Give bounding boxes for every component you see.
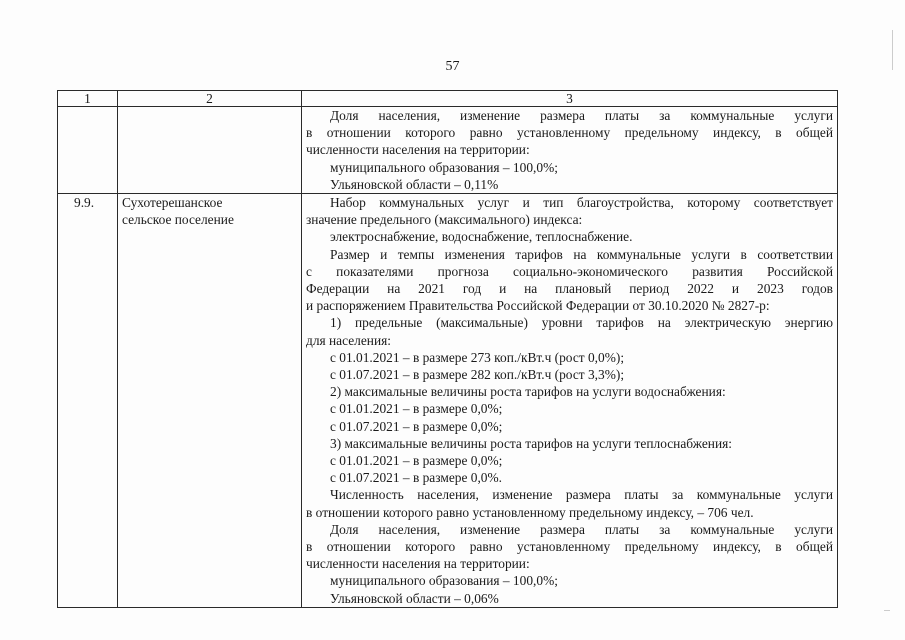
text-line: в отношении которого равно установленному предельному индексу, – 706 чел. <box>306 504 754 520</box>
text-line: Набор коммунальных услуг и тип благоустройства, которому соответствует <box>330 195 833 211</box>
row-number-cell <box>58 107 118 194</box>
text-line: 2) максимальные величины роста тарифов на услуги водоснабжения: <box>330 384 726 400</box>
text-line: и распоряжением Правительства Российской Федерации от 30.10.2020 № 2827-р: <box>306 298 770 314</box>
header-col-1: 1 <box>58 91 118 107</box>
text-line: численности населения на территории: <box>306 556 530 572</box>
text-line: в отношении которого равно установленному предельному индексу, в общей <box>306 125 833 141</box>
text-line: с 01.01.2021 – в размере 273 коп./кВт.ч (рост 0,0%); <box>330 349 625 365</box>
row-name-cell <box>118 194 302 608</box>
text-line: численности населения на территории: <box>306 142 530 158</box>
text-line: Размер и темпы изменения тарифов на коммунальные услуги в соответствии <box>330 246 833 262</box>
text-line: 3) максимальные величины роста тарифов на услуги теплоснабжения: <box>330 435 732 451</box>
text-line: Доля населения, изменение размера платы за коммунальные услуги <box>330 108 833 123</box>
header-col-3: 3 <box>302 91 838 107</box>
table-row-continued <box>58 107 838 194</box>
row-content-cell <box>302 194 838 608</box>
text-line: электроснабжение, водоснабжение, теплоснабжение. <box>330 229 633 245</box>
text-line: Доля населения, изменение размера платы за коммунальные услуги <box>330 521 833 537</box>
text-line: Численность населения, изменение размера платы за коммунальные услуги <box>330 487 833 503</box>
text-line: Ульяновской области – 0,11% <box>330 176 499 192</box>
table-header-row <box>58 91 838 107</box>
text-line: 1) предельные (максимальные) уровни тарифов на электрическую энергию <box>330 315 833 331</box>
text-line: с 01.07.2021 – в размере 0,0%; <box>330 418 503 434</box>
text-line: с 01.01.2021 – в размере 0,0%; <box>330 401 503 417</box>
settlement-name-line-1: Сухотерешанское <box>122 195 223 211</box>
text-line: Ульяновской области – 0,06% <box>330 590 499 606</box>
text-line: с 01.01.2021 – в размере 0,0%; <box>330 453 503 469</box>
row-content-cell <box>302 107 838 194</box>
text-line: в отношении которого равно установленному предельному индексу, в общей <box>306 539 833 555</box>
text-line: с показателями прогноза социально-экономического развития Российской <box>306 263 833 279</box>
text-line: для населения: <box>306 332 391 348</box>
text-line: муниципального образования – 100,0%; <box>330 159 558 175</box>
header-col-2: 2 <box>118 91 302 107</box>
scan-edge-mark <box>884 610 890 611</box>
text-line: с 01.07.2021 – в размере 0,0%. <box>330 470 502 486</box>
row-number: 9.9. <box>58 194 118 608</box>
text-line: Федерации на 2021 год и на плановый период 2022 и 2023 годов <box>306 281 833 297</box>
settlement-name-line-2: сельское поселение <box>122 212 234 228</box>
text-line: с 01.07.2021 – в размере 282 коп./кВт.ч (рост 3,3%); <box>330 367 625 383</box>
text-line: значение предельного (максимального) индекса: <box>306 212 583 228</box>
text-line: муниципального образования – 100,0%; <box>330 573 558 589</box>
tariff-table <box>57 90 838 608</box>
page-number: 57 <box>445 59 460 74</box>
row-name-cell <box>118 107 302 194</box>
table-row-9-9 <box>58 194 838 608</box>
scan-edge-mark <box>892 30 893 70</box>
